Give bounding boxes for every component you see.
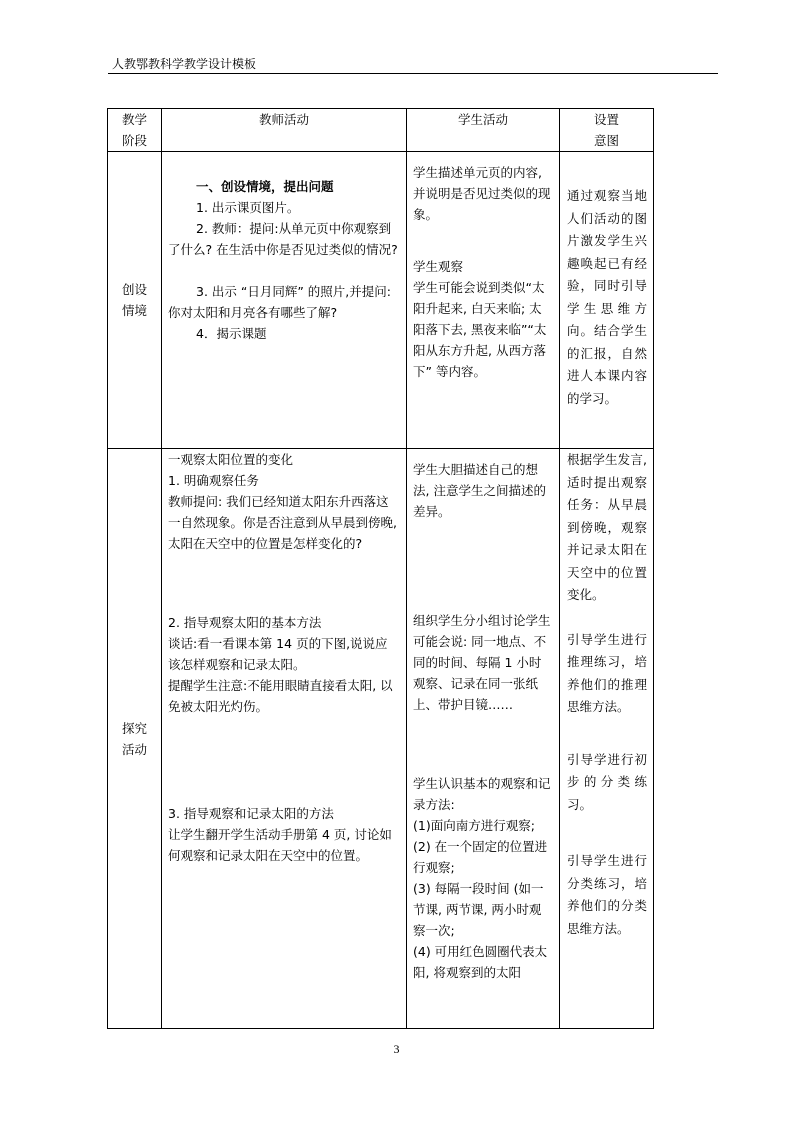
student-text: 学生认识基本的观察和记录方法: [413, 776, 551, 812]
stage-cell: 创设 情境 [108, 152, 162, 449]
header-purpose: 设置 意图 [560, 109, 654, 152]
header-student: 学生活动 [407, 109, 560, 152]
student-text: (3) 每隔一段时间 (如一节课, 两节课, 两小时观察一次; [413, 881, 544, 938]
teacher-item: 2. 教师：提问:从单元页中你观察到了什么? 在生活中你是否见过类似的情况? [168, 221, 398, 257]
purpose-text: 引导学进行初步的分类练习。 [567, 751, 647, 812]
teacher-item: 谈话:看一看课本第 14 页的下图,说说应该怎样观察和记录太阳。 [168, 636, 388, 672]
teacher-item: 让学生翻开学生活动手册第 4 页, 讨论如何观察和记录太阳在天空中的位置。 [168, 827, 392, 863]
student-text: 学生大胆描述自己的想法, 注意学生之间描述的差异。 [413, 462, 546, 519]
teacher-item: 3. 指导观察和记录太阳的方法 [168, 806, 334, 821]
teacher-activity-cell [162, 152, 407, 449]
purpose-text: 引导学生进行推理练习，培养他们的推理思维方法。 [567, 631, 647, 714]
purpose-text: 引导学生进行分类练习，培养他们的分类思维方法。 [567, 853, 647, 936]
section-heading: 一、创设情境，提出问题 [196, 179, 334, 194]
purpose-text: 通过观察当地人们活动的图片激发学生兴趣唤起已有经验，同时引导学生思维方向。结合学生的汇报，自然进人本课内容的学习。 [567, 188, 647, 406]
section-heading: 一观察太阳位置的变化 [168, 452, 294, 467]
student-activity-cell [407, 449, 560, 1029]
student-text: 学生观察 [413, 259, 464, 274]
student-text: (1)面向南方进行观察; [413, 818, 535, 833]
stage-cell: 探究 活动 [108, 449, 162, 1029]
student-activity-cell [407, 152, 560, 449]
page-header-title: 人教鄂教科学教学设计模板 [112, 57, 257, 71]
student-text: 学生可能会说到类似“太阳升起来, 白天来临; 太阳落下去, 黑夜来临”“太阳从东方升起, 从西方落下” 等内容。 [413, 280, 547, 379]
student-text: 学生描述单元页的内容, 并说明是否见过类似的现象。 [413, 165, 551, 222]
teacher-item: 3. 出示 “日月同辉” 的照片,并提问: 你对太阳和月亮各有哪些了解? [168, 284, 391, 320]
teacher-item: 2. 指导观察太阳的基本方法 [168, 615, 322, 630]
header-stage: 教学 阶段 [108, 109, 162, 152]
student-text: (4) 可用红色圆圈代表太阳, 将观察到的太阳 [413, 944, 548, 980]
lesson-plan-table [107, 108, 654, 1029]
teacher-item: 1. 明确观察任务 [168, 473, 259, 488]
purpose-cell [560, 449, 654, 1029]
table-row-scenario [108, 152, 654, 449]
purpose-cell [560, 152, 654, 449]
purpose-text: 根据学生发言, 适时提出观察任务：从早晨到傍晚，观察并记录太阳在天空中的位置变化。 [567, 452, 647, 602]
teacher-item: 教师提问: 我们已经知道太阳东升西落这一自然现象。你是否注意到从早晨到傍晚, 太阳在天空中的位置是怎样变化的? [168, 494, 397, 551]
header-teacher: 教师活动 [162, 109, 407, 152]
teacher-item: 1. 出示课页图片。 [196, 200, 300, 215]
header-rule [108, 73, 718, 74]
teacher-activity-cell [162, 449, 407, 1029]
teacher-item: 4．揭示课题 [196, 326, 267, 341]
teacher-item: 提醒学生注意:不能用眼睛直接看太阳, 以免被太阳光灼伤。 [168, 678, 393, 714]
student-text: (2) 在一个固定的位置进行观察; [413, 839, 548, 875]
page-number: 3 [393, 1042, 400, 1056]
table-row-inquiry [108, 449, 654, 1029]
table-header-row [108, 109, 654, 152]
student-text: 组织学生分小组讨论学生可能会说: 同一地点、不同的时间、每隔 1 小时观察、记录在同一张纸上、带护目镜…… [413, 613, 551, 712]
